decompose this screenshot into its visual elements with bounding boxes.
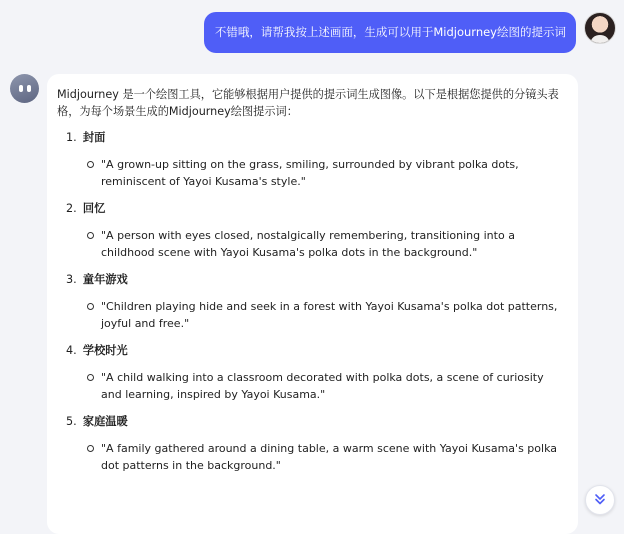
scene-prompt: "A child walking into a classroom decorated with polka dots, a scene of curiosity and learning, inspired by Yayoi Kusama." — [57, 369, 562, 403]
scene-item — [57, 342, 562, 403]
scene-number: 3. — [66, 273, 77, 286]
user-message-bubble: 不错哦，请帮我按上述画面，生成可以用于Midjourney绘图的提示词 — [204, 12, 576, 53]
scene-prompt: "A person with eyes closed, nostalgically remembering, transitioning into a childhood scene with Yayoi Kusama's polka dots in the background." — [57, 227, 562, 261]
scene-title — [57, 271, 562, 288]
scene-title-text: 童年游戏 — [82, 273, 128, 286]
scene-item — [57, 129, 562, 190]
scene-title — [57, 342, 562, 359]
scene-number: 2. — [66, 202, 77, 215]
scene-title — [57, 200, 562, 217]
bot-avatar — [10, 74, 39, 103]
bot-avatar-eye-left — [19, 85, 23, 92]
scroll-to-bottom-button[interactable] — [585, 485, 615, 515]
scene-number: 1. — [66, 131, 77, 144]
scene-item — [57, 413, 562, 474]
scene-prompt: "A grown-up sitting on the grass, smiling, surrounded by vibrant polka dots, reminiscent of Yayoi Kusama's style." — [57, 156, 562, 190]
scene-prompt: "A family gathered around a dining table, a warm scene with Yayoi Kusama's polka dot patterns in the background." — [57, 440, 562, 474]
scene-number: 4. — [66, 344, 77, 357]
scene-title-text: 封面 — [82, 131, 106, 144]
scene-title — [57, 129, 562, 146]
double-chevron-down-icon — [593, 492, 607, 506]
scene-item — [57, 271, 562, 332]
user-avatar[interactable] — [584, 12, 616, 44]
user-message-row — [0, 12, 616, 53]
scene-title-text: 家庭温暖 — [82, 415, 128, 428]
scene-title-text: 回忆 — [82, 202, 106, 215]
scene-number: 5. — [66, 415, 77, 428]
scene-prompt: "Children playing hide and seek in a forest with Yayoi Kusama's polka dot patterns, joyful and free." — [57, 298, 562, 332]
scene-title — [57, 413, 562, 430]
scene-title-text: 学校时光 — [82, 344, 128, 357]
scene-item — [57, 200, 562, 261]
bot-message-intro: Midjourney 是一个绘图工具，它能够根据用户提供的提示词生成图像。以下是根据您提供的分镜头表格，为每个场景生成的Midjourney绘图提示词： — [57, 88, 559, 118]
bot-message-bubble — [47, 74, 578, 534]
scene-list — [57, 129, 562, 474]
bot-avatar-eye-right — [27, 85, 31, 92]
